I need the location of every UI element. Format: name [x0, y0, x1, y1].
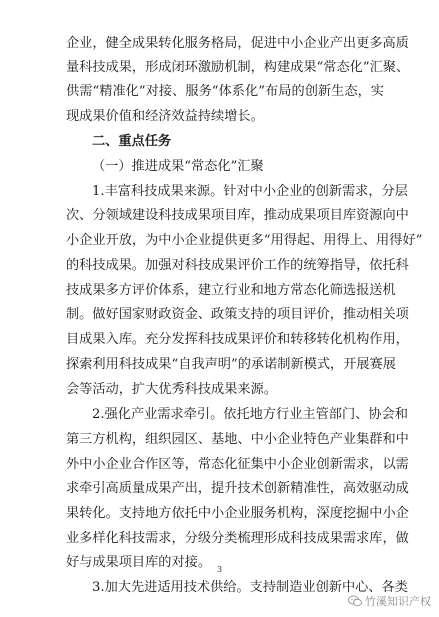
- watermark-text: 竹溪知识产权: [365, 595, 431, 608]
- paragraph-first-line: 2.强化产业需求牵引。依托地方行业主管部门、协会和: [92, 407, 408, 422]
- body-text-line: 好与成果项目库的对接。: [66, 555, 212, 570]
- body-text-line: 制。做好国家财政资金、政策支持的项目评价，推动相关项: [66, 307, 409, 322]
- body-text-line: 求牵引高质量成果产出，提升技术创新精准性，高效驱动成: [66, 481, 409, 496]
- body-text-line: 供需“精准化”对接、服务“体系化”布局的创新生态，实: [66, 84, 384, 99]
- wechat-icon: [348, 595, 362, 607]
- body-text-line: 会等活动，扩大优秀科技成果来源。: [66, 382, 277, 397]
- body-text-line: 第三方机构，组织园区、基地、中小企业特色产业集群和中: [66, 432, 409, 447]
- body-text-line: 企业，健全成果转化服务格局，促进中小企业产出更多高质: [66, 36, 409, 51]
- body-text-line: 次、分领域建设科技成果项目库，推动成果项目库资源向中: [66, 208, 409, 223]
- body-text-line: 技成果多方评价体系，建立行业和地方常态化筛选报送机: [66, 283, 396, 298]
- body-text-line: 量科技成果，形成闭环激励机制，构建成果“常态化”汇聚、: [66, 60, 410, 75]
- body-text-line: 小企业开放，为中小企业提供更多“用得起、用得上、用得好”: [66, 233, 423, 248]
- paragraph-first-line: 1.丰富科技成果来源。针对中小企业的创新需求，分层: [92, 184, 408, 199]
- body-text-line: 现成果价值和经济效益持续增长。: [66, 109, 264, 124]
- body-text-line: 的科技成果。加强对科技成果评价工作的统筹指导，依托科: [66, 258, 409, 273]
- body-text-line: 外中小企业合作区等，常态化征集中小企业创新需求，以需: [66, 457, 409, 472]
- body-text-line: 果转化。支持地方依托中小企业服务机构，深度挖掘中小企: [66, 506, 409, 521]
- subsection-heading: （一）推进成果“常态化”汇聚: [92, 159, 264, 174]
- paragraph-first-line: 3.加大先进适用技术供给。支持制造业创新中心、各类: [92, 580, 408, 595]
- page-number: 3: [216, 565, 223, 574]
- body-text-line: 探索利用科技成果“自我声明”的承诺制新模式，开展赛展: [66, 357, 396, 372]
- watermark: [348, 593, 431, 609]
- section-heading: 二、重点任务: [92, 134, 172, 149]
- body-text-line: 目成果入库。充分发挥科技成果评价和转移转化机构作用，: [66, 332, 409, 347]
- body-text-line: 业多样化科技需求，分级分类梳理形成科技成果需求库，做: [66, 531, 409, 546]
